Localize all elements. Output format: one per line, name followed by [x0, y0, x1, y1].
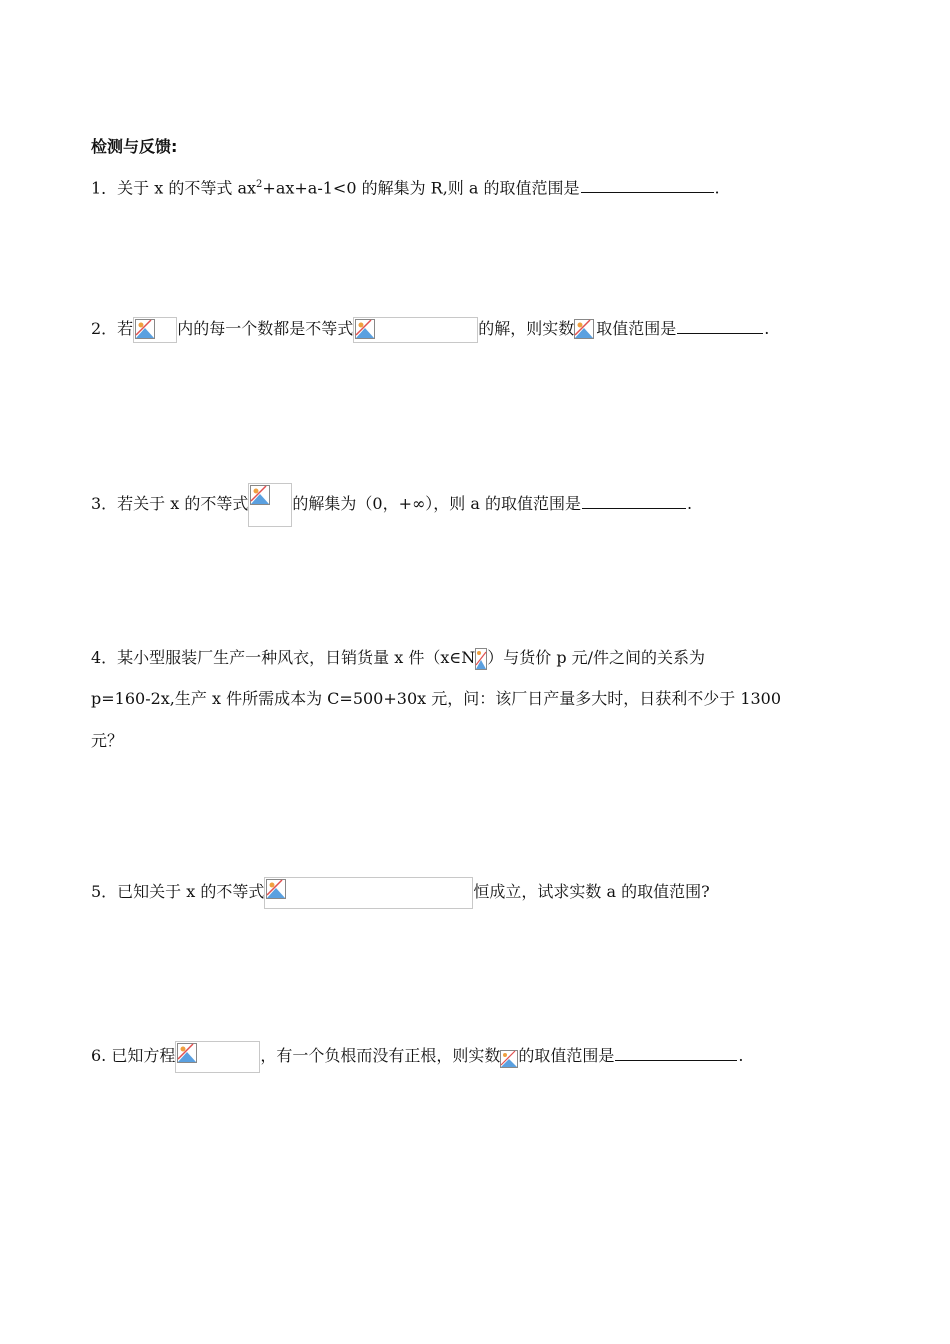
question-3 [91, 482, 692, 527]
q6-text-b: ，有一个负根而没有正根，则实数 [260, 1046, 501, 1065]
question-6 [91, 1040, 743, 1073]
question-5 [91, 876, 710, 909]
q6-text-a: 6. 已知方程 [91, 1046, 176, 1065]
q2-text-d: 取值范围是 [596, 319, 677, 338]
question-4-line-1 [91, 645, 705, 671]
question-4-line-3: 元？ [91, 731, 124, 750]
q2-end: . [764, 319, 770, 338]
q3-text-b: 的解集为（0，+∞），则 a 的取值范围是 [292, 494, 582, 513]
question-2 [91, 314, 769, 344]
q6-end: . [738, 1046, 744, 1065]
q3-end: . [687, 494, 693, 513]
q2-text-b: 内的每一个数都是不等式 [177, 319, 354, 338]
answer-blank[interactable] [582, 492, 686, 509]
broken-image-icon [264, 877, 473, 909]
broken-image-icon [248, 483, 292, 527]
section-heading: 检测与反馈: [91, 137, 178, 156]
q5-text-b: 恒成立，试求实数 a 的取值范围? [473, 882, 710, 901]
answer-blank[interactable] [581, 176, 714, 193]
broken-image-icon [500, 1046, 518, 1068]
broken-image-icon [133, 317, 177, 343]
q4-line1-b: ）与货价 p 元/件之间的关系为 [487, 648, 706, 667]
q4-line1-a: 4．某小型服装厂生产一种风衣，日销货量 x 件（x∈N [91, 648, 476, 667]
q2-text-a: 2．若 [91, 319, 134, 338]
q5-text-a: 5．已知关于 x 的不等式 [91, 882, 265, 901]
question-4-line-2: p=160-2x,生产 x 件所需成本为 C=500+30x 元，问：该厂日产量多大时，日获利不少于 1300 [91, 689, 782, 708]
q1-text-b: +ax+a-1<0 的解集为 R,则 a 的取值范围是 [262, 178, 580, 198]
answer-blank[interactable] [615, 1044, 737, 1061]
answer-blank[interactable] [677, 317, 763, 334]
q1-text-a: 1．关于 x 的不等式 ax [91, 178, 257, 198]
broken-image-icon [574, 319, 596, 341]
q1-end: . [714, 178, 720, 198]
q3-text-a: 3．若关于 x 的不等式 [91, 494, 249, 513]
broken-image-icon [475, 648, 487, 670]
question-1 [91, 174, 720, 199]
q1-superscript: 2 [256, 179, 263, 190]
q2-text-c: 的解，则实数 [478, 319, 575, 338]
broken-image-icon [353, 317, 478, 343]
q6-text-c: 的取值范围是 [518, 1046, 615, 1065]
broken-image-icon [175, 1041, 260, 1073]
